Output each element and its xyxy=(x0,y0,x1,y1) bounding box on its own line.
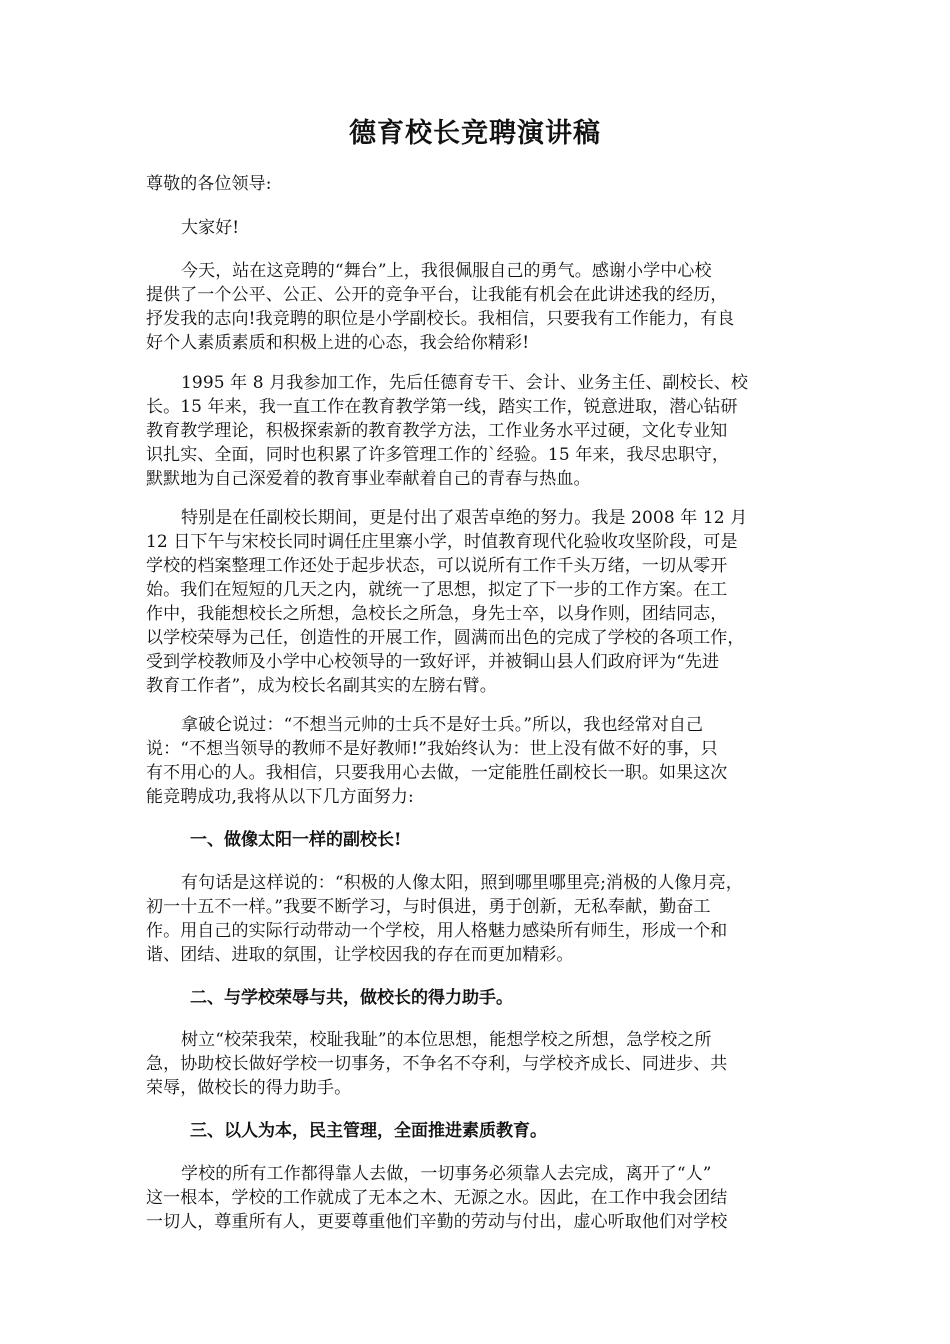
salutation: 尊敬的各位领导: xyxy=(146,174,272,194)
paragraph-line: 默默地为自己深爱着的教育事业奉献着自己的青春与热血。 xyxy=(146,469,591,489)
paragraph-line: 学校的档案整理工作还处于起步状态，可以说所有工作千头万绪，一切从零开 xyxy=(146,556,728,576)
paragraph-line: 以学校荣辱为己任，创造性的开展工作，圆满而出色的完成了学校的各项工作， xyxy=(146,628,745,648)
paragraph-line: 12 日下午与宋校长同时调任庄里寨小学，时值教育现代化验收攻坚阶段，可是 xyxy=(146,532,738,552)
paragraph-line: 有不用心的人。我相信，只要我用心去做，一定能胜任副校长一职。如果这次 xyxy=(146,763,728,783)
section-heading-1: 一、做像太阳一样的副校长! xyxy=(190,830,402,850)
paragraph-line: 说：“不想当领导的教师不是好教师!”我始终认为：世上没有做不好的事，只 xyxy=(146,739,718,759)
paragraph-line: 教育工作者”，成为校长名副其实的左膀右臂。 xyxy=(146,676,497,696)
section-heading-2: 二、与学校荣辱与共，做校长的得力助手。 xyxy=(190,988,513,1008)
paragraph-line: 作。用自己的实际行动带动一个学校，用人格魅力感染所有师生，形成一个和 xyxy=(146,921,728,941)
paragraph-line: 长。15 年来，我一直工作在教育教学第一线，踏实工作，锐意进取，潜心钻研 xyxy=(146,397,738,417)
greeting: 大家好! xyxy=(181,218,240,238)
paragraph-line: 拿破仑说过：“不想当元帅的士兵不是好士兵。”所以，我也经常对自己 xyxy=(181,715,704,735)
paragraph-line: 急，协助校长做好学校一切事务，不争名不夺利，与学校齐成长、同进步、共 xyxy=(146,1054,728,1074)
paragraph-line: 这一根本，学校的工作就成了无本之木、无源之水。因此，在工作中我会团结 xyxy=(146,1188,728,1208)
paragraph-line: 今天，站在这竞聘的“舞台”上，我很佩服自己的勇气。感谢小学中心校 xyxy=(181,261,712,281)
paragraph-line: 有句话是这样说的：“积极的人像太阳，照到哪里哪里亮;消极的人像月亮， xyxy=(181,873,743,893)
paragraph-line: 荣辱，做校长的得力助手。 xyxy=(146,1078,352,1098)
paragraph-line: 教育教学理论，积极探索新的教育教学方法，工作业务水平过硬，文化专业知 xyxy=(146,421,728,441)
paragraph-line: 树立“校荣我荣，校耻我耻”的本位思想，能想学校之所想，急学校之所 xyxy=(181,1030,712,1050)
paragraph-line: 特别是在任副校长期间，更是付出了艰苦卓绝的努力。我是 2008 年 12 月 xyxy=(181,508,748,528)
paragraph-line: 学校的所有工作都得靠人去做，一切事务必须靠人去完成，离开了“人” xyxy=(181,1164,712,1184)
paragraph-line: 识扎实、全面，同时也积累了许多管理工作的`经验。15 年来，我尽忠职守， xyxy=(146,445,730,465)
section-heading-3: 三、以人为本，民主管理，全面推进素质教育。 xyxy=(190,1121,547,1141)
paragraph-line: 受到学校教师及小学中心校领导的一致好评，并被铜山县人们政府评为“先进 xyxy=(146,652,720,672)
paragraph-line: 好个人素质素质和积极上进的心态，我会给你精彩! xyxy=(146,333,530,353)
paragraph-line: 一切人，尊重所有人，更要尊重他们辛勤的劳动与付出，虚心听取他们对学校 xyxy=(146,1212,728,1232)
paragraph-line: 抒发我的志向!我竞聘的职位是小学副校长。我相信，只要我有工作能力，有良 xyxy=(146,309,735,329)
paragraph-line: 提供了一个公平、公正、公开的竞争平台，让我能有机会在此讲述我的经历， xyxy=(146,285,728,305)
paragraph-line: 始。我们在短短的几天之内，就统一了思想，拟定了下一步的工作方案。在工 xyxy=(146,580,728,600)
paragraph-line: 1995 年 8 月我参加工作，先后任德育专干、会计、业务主任、副校长、校 xyxy=(181,373,748,393)
paragraph-line: 谐、团结、进取的氛围，让学校因我的存在而更加精彩。 xyxy=(146,945,574,965)
paragraph-line: 作中，我能想校长之所想，急校长之所急，身先士卒，以身作则，团结同志， xyxy=(146,604,728,624)
paragraph-line: 能竞聘成功,我将从以下几方面努力: xyxy=(146,787,414,807)
document-title: 德育校长竞聘演讲稿 xyxy=(349,118,601,149)
paragraph-line: 初一十五不一样。”我要不断学习，与时俱进，勇于创新，无私奉献，勤奋工 xyxy=(146,897,711,917)
